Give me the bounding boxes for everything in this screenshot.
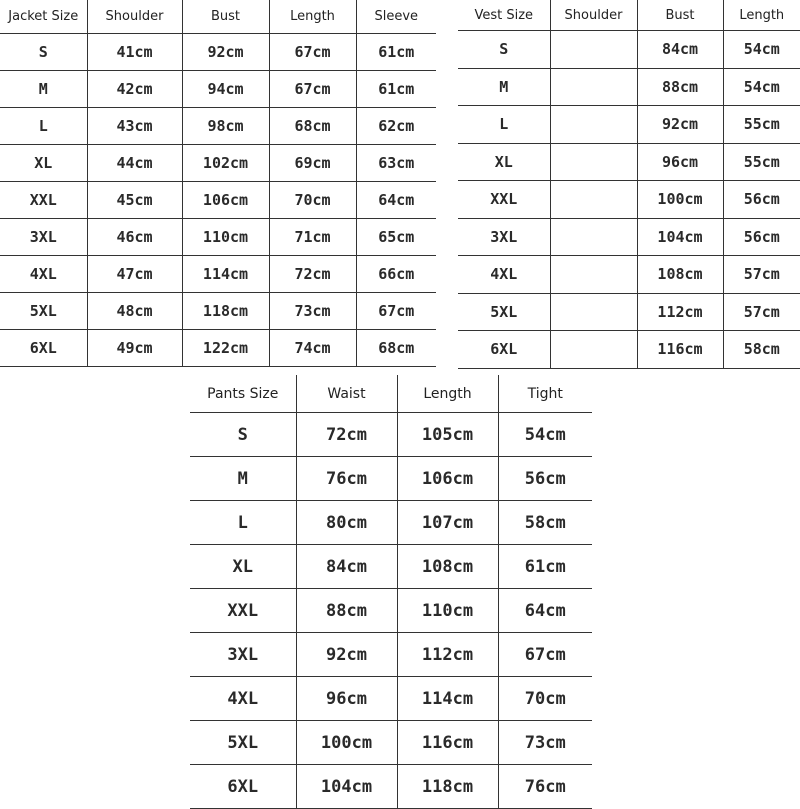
jacket-measure-cell: 42cm [87,71,182,108]
vest-table-row [458,256,800,294]
vest-measure-cell [550,31,637,69]
jacket-header-cell: Length [269,0,356,34]
jacket-measure-cell: 92cm [182,34,269,71]
vest-measure-cell: 54cm [723,31,800,69]
pants-measure-cell: 64cm [498,589,592,633]
jacket-size-cell: M [0,71,87,108]
jacket-measure-cell: 61cm [356,34,436,71]
vest-measure-cell [550,331,637,369]
pants-measure-cell: 67cm [498,633,592,677]
pants-measure-cell: 105cm [397,413,498,457]
pants-size-cell: S [190,413,296,457]
jacket-table-row [0,256,436,293]
jacket-measure-cell: 47cm [87,256,182,293]
vest-measure-cell [550,68,637,106]
jacket-measure-cell: 49cm [87,330,182,367]
jacket-measure-cell: 98cm [182,108,269,145]
pants-measure-cell: 108cm [397,545,498,589]
pants-table-row [190,501,592,545]
jacket-table-row [0,219,436,256]
vest-measure-cell: 100cm [637,181,723,219]
jacket-measure-cell: 74cm [269,330,356,367]
vest-measure-cell: 54cm [723,68,800,106]
pants-size-cell: 6XL [190,765,296,809]
jacket-measure-cell: 73cm [269,293,356,330]
jacket-header-cell: Sleeve [356,0,436,34]
pants-table-row [190,677,592,721]
pants-header-cell: Tight [498,375,592,413]
vest-header-row [458,0,800,31]
jacket-measure-cell: 122cm [182,330,269,367]
vest-size-cell: 3XL [458,218,550,256]
pants-measure-cell: 107cm [397,501,498,545]
vest-size-cell: 6XL [458,331,550,369]
pants-measure-cell: 100cm [296,721,397,765]
vest-header-cell: Vest Size [458,0,550,31]
pants-table-row [190,457,592,501]
jacket-measure-cell: 45cm [87,182,182,219]
vest-size-cell: L [458,106,550,144]
vest-table-row [458,181,800,219]
jacket-measure-cell: 106cm [182,182,269,219]
jacket-size-cell: 4XL [0,256,87,293]
pants-measure-cell: 118cm [397,765,498,809]
pants-table-row [190,765,592,809]
jacket-measure-cell: 118cm [182,293,269,330]
jacket-size-cell: 3XL [0,219,87,256]
pants-table-row [190,545,592,589]
jacket-header-cell: Jacket Size [0,0,87,34]
jacket-table-row [0,330,436,367]
pants-measure-cell: 92cm [296,633,397,677]
jacket-measure-cell: 114cm [182,256,269,293]
jacket-measure-cell: 67cm [269,34,356,71]
pants-header-row [190,375,592,413]
jacket-table-row [0,293,436,330]
pants-table-row [190,633,592,677]
jacket-table-row [0,34,436,71]
vest-measure-cell [550,106,637,144]
jacket-measure-cell: 48cm [87,293,182,330]
jacket-size-cell: 5XL [0,293,87,330]
jacket-measure-cell: 43cm [87,108,182,145]
vest-measure-cell [550,293,637,331]
jacket-measure-cell: 44cm [87,145,182,182]
pants-measure-cell: 80cm [296,501,397,545]
pants-header-cell: Waist [296,375,397,413]
jacket-header-row [0,0,436,34]
vest-measure-cell [550,218,637,256]
jacket-measure-cell: 62cm [356,108,436,145]
jacket-size-cell: S [0,34,87,71]
jacket-header-cell: Bust [182,0,269,34]
vest-size-cell: M [458,68,550,106]
jacket-table-row [0,145,436,182]
pants-size-cell: M [190,457,296,501]
jacket-measure-cell: 46cm [87,219,182,256]
vest-measure-cell [550,143,637,181]
jacket-table-row [0,71,436,108]
pants-measure-cell: 73cm [498,721,592,765]
jacket-measure-cell: 63cm [356,145,436,182]
vest-table-row [458,31,800,69]
vest-table-row [458,106,800,144]
jacket-measure-cell: 66cm [356,256,436,293]
jacket-header-cell: Shoulder [87,0,182,34]
jacket-measure-cell: 64cm [356,182,436,219]
jacket-measure-cell: 102cm [182,145,269,182]
vest-header-cell: Length [723,0,800,31]
pants-measure-cell: 96cm [296,677,397,721]
jacket-measure-cell: 94cm [182,71,269,108]
pants-table-row [190,721,592,765]
pants-size-cell: 3XL [190,633,296,677]
vest-header-cell: Bust [637,0,723,31]
jacket-measure-cell: 68cm [356,330,436,367]
jacket-measure-cell: 69cm [269,145,356,182]
pants-measure-cell: 114cm [397,677,498,721]
jacket-measure-cell: 61cm [356,71,436,108]
vest-measure-cell: 96cm [637,143,723,181]
pants-measure-cell: 70cm [498,677,592,721]
jacket-size-cell: XXL [0,182,87,219]
vest-measure-cell [550,181,637,219]
jacket-measure-cell: 65cm [356,219,436,256]
jacket-measure-cell: 68cm [269,108,356,145]
jacket-size-cell: L [0,108,87,145]
pants-size-cell: 4XL [190,677,296,721]
pants-measure-cell: 116cm [397,721,498,765]
jacket-size-cell: XL [0,145,87,182]
vest-size-cell: XL [458,143,550,181]
pants-table-row [190,589,592,633]
vest-measure-cell: 57cm [723,293,800,331]
jacket-table-row [0,182,436,219]
pants-measure-cell: 76cm [296,457,397,501]
jacket-measure-cell: 110cm [182,219,269,256]
pants-table-row [190,413,592,457]
jacket-table-row [0,108,436,145]
vest-size-cell: XXL [458,181,550,219]
vest-size-table [458,0,800,369]
pants-size-cell: 5XL [190,721,296,765]
pants-measure-cell: 72cm [296,413,397,457]
jacket-measure-cell: 67cm [356,293,436,330]
vest-size-cell: 5XL [458,293,550,331]
jacket-measure-cell: 72cm [269,256,356,293]
vest-measure-cell: 104cm [637,218,723,256]
vest-measure-cell: 56cm [723,218,800,256]
jacket-measure-cell: 41cm [87,34,182,71]
vest-table-row [458,331,800,369]
pants-size-cell: L [190,501,296,545]
vest-measure-cell: 112cm [637,293,723,331]
vest-header-cell: Shoulder [550,0,637,31]
vest-measure-cell: 92cm [637,106,723,144]
jacket-size-table [0,0,436,367]
pants-measure-cell: 106cm [397,457,498,501]
pants-measure-cell: 112cm [397,633,498,677]
pants-measure-cell: 110cm [397,589,498,633]
jacket-measure-cell: 70cm [269,182,356,219]
pants-measure-cell: 58cm [498,501,592,545]
pants-measure-cell: 104cm [296,765,397,809]
vest-table-row [458,218,800,256]
vest-measure-cell [550,256,637,294]
pants-measure-cell: 54cm [498,413,592,457]
vest-size-cell: 4XL [458,256,550,294]
pants-measure-cell: 56cm [498,457,592,501]
pants-size-cell: XXL [190,589,296,633]
vest-measure-cell: 55cm [723,106,800,144]
pants-measure-cell: 88cm [296,589,397,633]
pants-size-table [190,375,592,809]
jacket-measure-cell: 71cm [269,219,356,256]
vest-table-row [458,143,800,181]
vest-measure-cell: 55cm [723,143,800,181]
vest-measure-cell: 88cm [637,68,723,106]
vest-measure-cell: 57cm [723,256,800,294]
jacket-size-cell: 6XL [0,330,87,367]
vest-table-row [458,293,800,331]
vest-measure-cell: 84cm [637,31,723,69]
jacket-measure-cell: 67cm [269,71,356,108]
pants-header-cell: Length [397,375,498,413]
vest-measure-cell: 56cm [723,181,800,219]
pants-header-cell: Pants Size [190,375,296,413]
vest-measure-cell: 116cm [637,331,723,369]
pants-measure-cell: 76cm [498,765,592,809]
pants-measure-cell: 61cm [498,545,592,589]
vest-size-cell: S [458,31,550,69]
pants-size-cell: XL [190,545,296,589]
vest-table-row [458,68,800,106]
vest-measure-cell: 58cm [723,331,800,369]
vest-measure-cell: 108cm [637,256,723,294]
pants-measure-cell: 84cm [296,545,397,589]
